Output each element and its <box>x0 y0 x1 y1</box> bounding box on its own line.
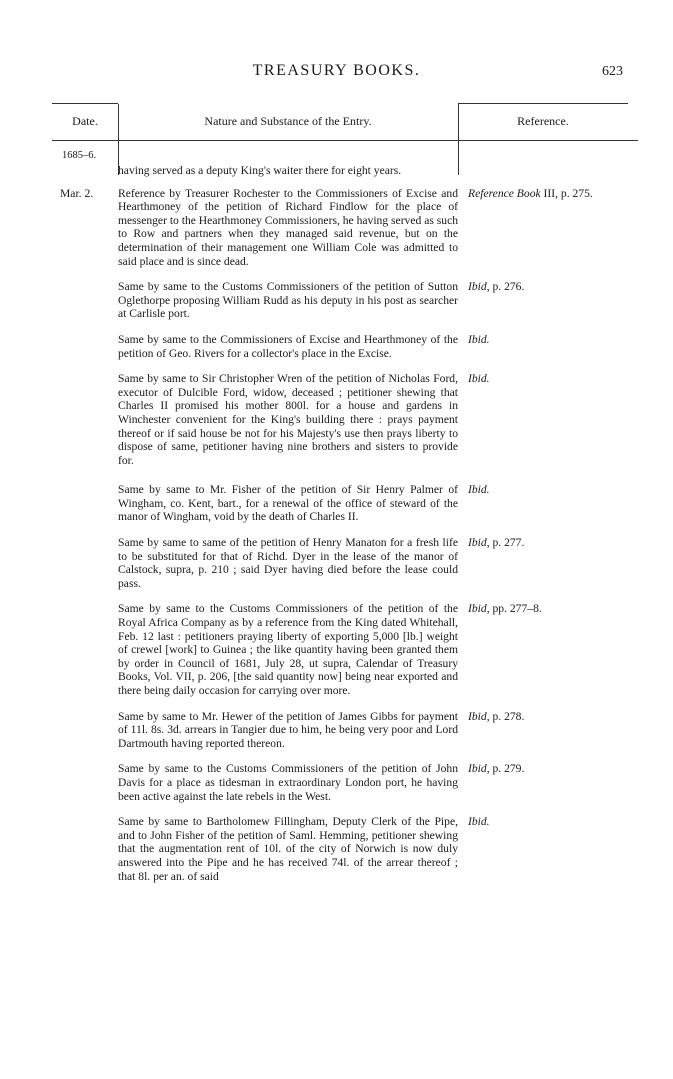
entry-row <box>52 483 642 524</box>
reference-page: , p. 279. <box>486 762 525 776</box>
reference-page: , p. 278. <box>486 709 525 723</box>
entry-text: Same by same to same of the petition of Henry Manaton for a fresh life to be substituted for that of Richd. Dyer in the lease of the manor of Calstock, supra, p. 210 ; said Dyer having died before the lease could pass. <box>118 536 458 590</box>
entry-text: Same by same to Bartholomew Fillingham, Deputy Clerk of the Pipe, and to John Fisher of the petition of Saml. Hemming, petitioner shewing that the augmentation rent of 10l. of the city of Norwich is now duly answered into the Pipe and he has received 74l. of the arrear thereof ; that 8l. per an. of said <box>118 815 458 883</box>
entry-reference <box>458 280 628 294</box>
reference-column-header: Reference. <box>517 114 569 128</box>
entry-text: Same by same to the Customs Commissioners of the petition of Sutton Oglethorpe proposing William Rudd as his deputy in his post as searcher at Carlisle port. <box>118 280 458 321</box>
date-column-header: Date. <box>72 114 98 128</box>
entry-text: Same by same to the Customs Commissioners of the petition of John Davis for a place as tidesman in extraordinary London port, he having been active against the late rebels in the West. <box>118 762 458 803</box>
entry-column-header: Nature and Substance of the Entry. <box>204 114 372 128</box>
reference-source: Ibid <box>468 709 487 723</box>
reference-source: Reference Book <box>468 186 541 200</box>
reference-source: Ibid <box>468 536 487 550</box>
entry-text: Same by same to Mr. Hewer of the petition of James Gibbs for payment of 11l. 8s. 3d. arrears in Tangier due to him, he being very poor and Lord Dartmouth having reported thereon. <box>118 709 458 750</box>
entry-text: having served as a deputy King's waiter there for eight years. <box>118 164 402 177</box>
entry-row <box>52 164 642 178</box>
entry-text: Reference by Treasurer Rochester to the Commissioners of Excise and Hearthmoney of the petition of Richard Findlow for the place of messenger to the Hearthmoney Commissioners, he having served as such to Row and partners when they managed said revenue, but on the determination of their management one William Cole was admitted to said place and is since dead. <box>118 186 459 268</box>
entry-text: Same by same to Mr. Fisher of the petition of Sir Henry Palmer of Wingham, co. Kent, bart., for a renewal of the office of steward of the manor of Wingham, void by the death of Charles II. <box>118 483 458 524</box>
entry-row <box>52 333 642 360</box>
entry-text: Same by same to Sir Christopher Wren of the petition of Nicholas Ford, executor of Dulcible Ford, widow, deceased ; petitioner shewing that Charles II promised his mother 800l. for a house and gardens in Winchester convenient for the King's building there : prays payment thereof or if said house be not for his Majesty's use then prays liberty to dispose of same, petitioner having nine brothers and sisters to provide for. <box>118 372 458 467</box>
year-label: 1685–6. <box>62 150 97 161</box>
reference-source: Ibid. <box>468 332 490 346</box>
reference-source: Ibid. <box>468 815 490 829</box>
header-bottom-rule <box>52 140 638 141</box>
entry-reference <box>458 815 628 829</box>
reference-page: , pp. 277–8. <box>486 602 542 616</box>
entries-list <box>52 164 642 883</box>
entry-row <box>52 372 642 467</box>
entry-row <box>52 280 642 321</box>
header-top-rule-right <box>458 103 628 104</box>
entry-reference <box>458 536 628 550</box>
entry-reference <box>458 710 628 724</box>
reference-page: , p. 276. <box>486 280 525 294</box>
reference-source: Ibid <box>468 762 487 776</box>
entry-date: Mar. 2. <box>60 186 94 200</box>
entry-row <box>52 602 642 697</box>
entry-row <box>52 187 642 269</box>
entry-reference <box>458 762 628 776</box>
entry-row <box>52 710 642 751</box>
entry-row <box>52 762 642 803</box>
entry-row <box>52 536 642 590</box>
entry-reference <box>458 333 628 347</box>
page-title: TREASURY BOOKS. <box>252 62 421 79</box>
reference-page: , p. 277. <box>486 536 525 550</box>
reference-source: Ibid. <box>468 483 490 497</box>
entry-reference <box>458 372 628 386</box>
entry-reference <box>458 187 628 201</box>
entry-reference <box>458 602 628 616</box>
entry-text: Same by same to the Customs Commissioners of the petition of the Royal Africa Company as by a reference from the King dated Whitehall, Feb. 12 last : petitioners praying liberty of exporting 5,000 [lb.] weight of crewel [work] to Guinea ; the like quantity having been granted them by order in Council of 1681, July 28, ut supra, Calendar of Treasury Books, Vol. VII, p. 206, [the said quantity now] being near exported and there being daily occasion for carrying over more. <box>118 602 458 697</box>
reference-source: Ibid. <box>468 372 490 386</box>
page-number: 623 <box>602 64 623 79</box>
entry-text: Same by same to the Commissioners of Excise and Hearthmoney of the petition of Geo. Rivers for a collector's place in the Excise. <box>118 332 458 360</box>
reference-source: Ibid <box>468 280 487 294</box>
reference-page: III, p. 275. <box>540 186 593 200</box>
reference-source: Ibid <box>468 602 487 616</box>
entry-row <box>52 815 642 883</box>
header-top-rule-left <box>52 103 118 104</box>
entry-reference <box>458 483 628 497</box>
